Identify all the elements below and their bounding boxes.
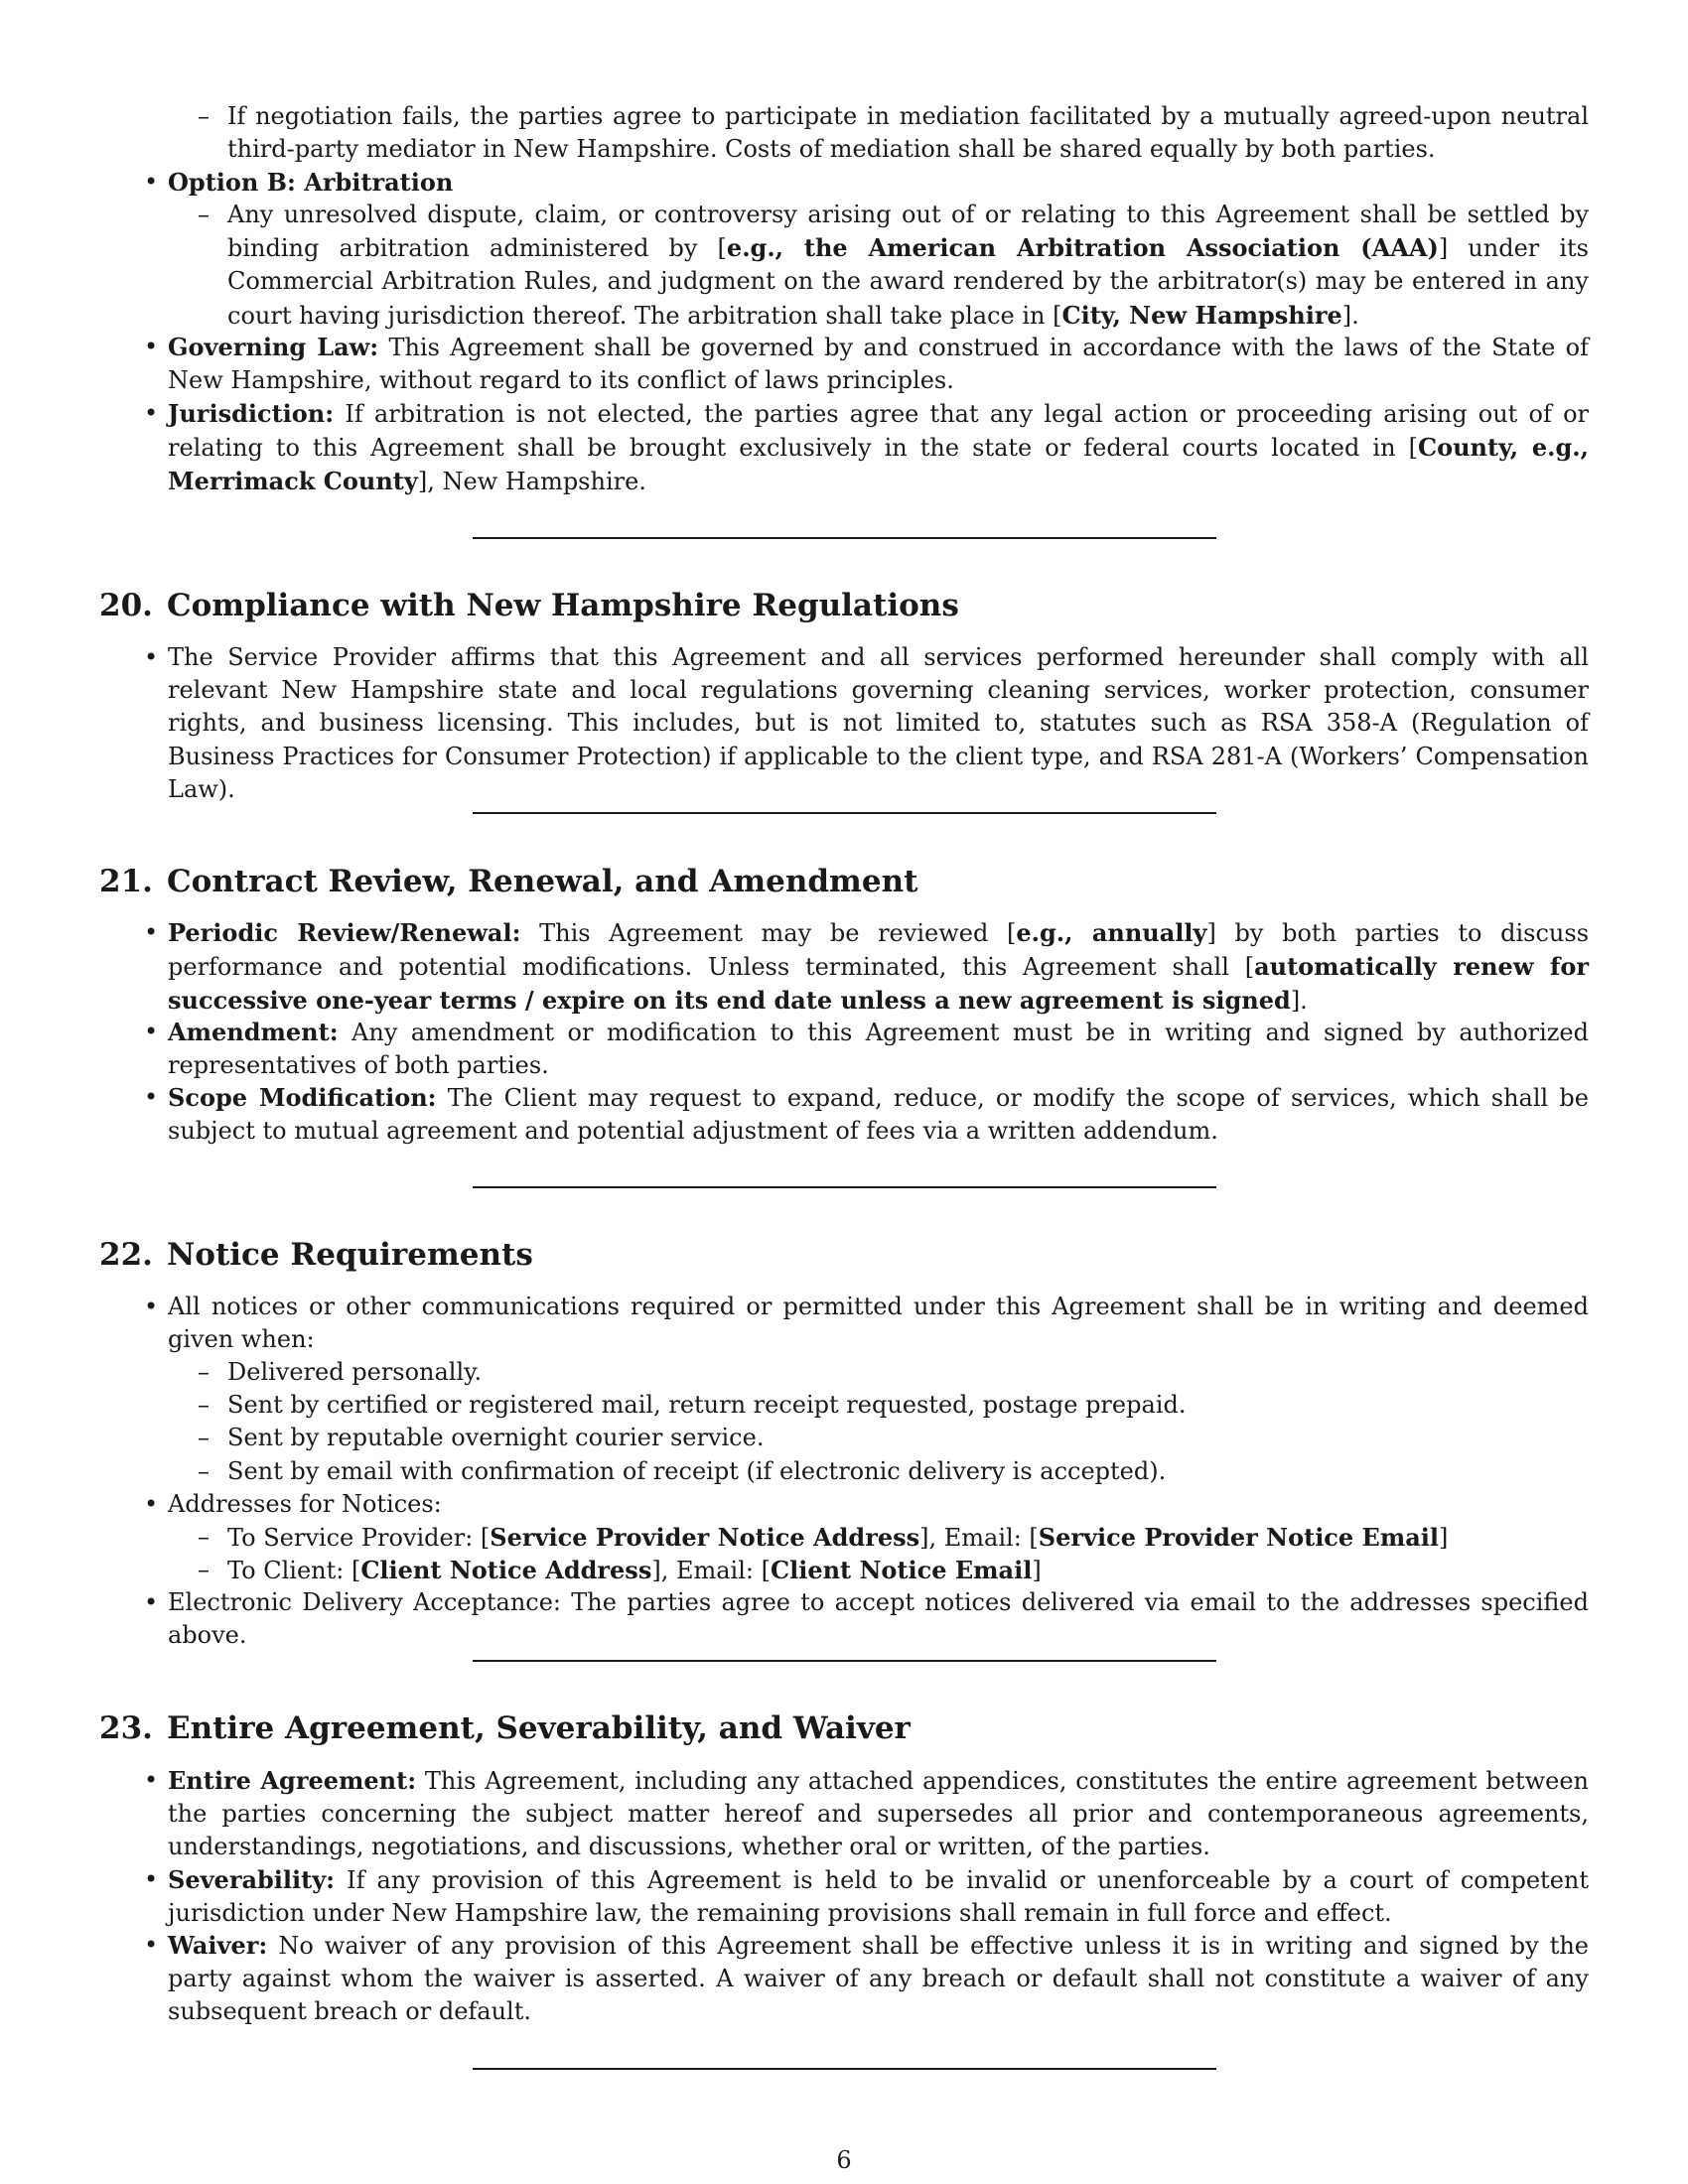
section-divider	[473, 1186, 1216, 1188]
bullet-marker: •	[144, 643, 159, 671]
bullet-marker: •	[144, 1588, 159, 1616]
scope-modification-item: • Scope Modification: The Client may request to expand, reduce, or modify the scope of services, which shall be subject to mutual agreement and potential adjustment of fees via a written addendum.	[144, 1083, 1589, 1146]
compliance-item: • The Service Provider affirms that this Agreement and all services performed hereunder shall comply with all relevant New Hampshire state and local regulations governing cleaning services, worker protection, consumer rights, and business licensing. This includes, but is not limited to, statutes such as RSA 358-A (Regulation of Business Practices for Consumer Protection) if applicable to the client type, and RSA 281-A (Workers’ Compensation Law).	[144, 643, 1589, 803]
section-divider	[473, 537, 1216, 539]
dash-marker: –	[198, 1523, 210, 1551]
notice-method-item: – Sent by reputable overnight courier service.	[227, 1422, 1589, 1454]
notice-method-item: – Sent by email with confirmation of receipt (if electronic delivery is accepted).	[227, 1455, 1589, 1488]
dash-marker: –	[198, 1556, 210, 1583]
bullet-marker: •	[144, 1293, 159, 1320]
section-21-heading: 21. Contract Review, Renewal, and Amendment	[99, 864, 918, 899]
section-22-heading: 22. Notice Requirements	[99, 1237, 533, 1273]
section-divider	[473, 2068, 1216, 2070]
page-number: 6	[836, 2146, 852, 2174]
entire-agreement-item: • Entire Agreement: This Agreement, including any attached appendices, constitutes the entire agreement between the parties concerning the subject matter hereof and supersedes all prior and contemporaneous agreements, understandings, negotiations, and discussions, whether oral or written, of the parties.	[144, 1766, 1590, 1861]
periodic-review-item: • Periodic Review/Renewal: This Agreement may be reviewed [e.g., annually] by both parties to discuss performance and potential modifications. Unless terminated, this Agreement shall [automatically renew for successive one-year terms / expire on its end date unless a new agreement is signed].	[144, 918, 1590, 1016]
arbitration-item: – Any unresolved dispute, claim, or controversy arising out of or relating to this Agreement shall be settled by binding arbitration administered by [e.g., the American Arbitration Association (AAA)] under its Commercial Arbitration Rules, and judgment on the award rendered by the arbitrator(s) may be entered in any court having jurisdiction thereof. The arbitration shall take place in [City, New Hampshire].	[198, 201, 1589, 330]
notices-intro-item: • All notices or other communications required or permitted under this Agreement shall be in writing and deemed given when:	[144, 1293, 1589, 1354]
service-provider-address-item: – To Service Provider: [Service Provider Notice Address], Email: [Service Provider Notice Email]	[227, 1521, 1589, 1555]
bullet-marker: •	[144, 1490, 159, 1518]
severability-item: • Severability: If any provision of this Agreement is held to be invalid or unenforceable by a court of competent jurisdiction under New Hampshire law, the remaining provisions shall remain in full force and effect.	[144, 1865, 1589, 1928]
notice-method-item: – Sent by certified or registered mail, return receipt requested, postage prepaid.	[227, 1389, 1589, 1422]
dash-marker: –	[198, 1391, 210, 1419]
mediation-item: – If negotiation fails, the parties agree to participate in mediation facilitated by a mutually agreed-upon neutral third-party mediator in New Hampshire. Costs of mediation shall be shared equally by both parties.	[198, 102, 1589, 164]
section-23-heading: 23. Entire Agreement, Severability, and Waiver	[99, 1710, 911, 1746]
dash-marker: –	[198, 1457, 210, 1485]
bullet-marker: •	[144, 333, 159, 360]
bullet-marker: •	[144, 399, 159, 427]
waiver-item: • Waiver: No waiver of any provision of this Agreement shall be effective unless it is in writing and signed by the party against whom the waiver is asserted. A waiver of any breach or default shall not constitute a waiver of any subsequent breach or default.	[144, 1931, 1589, 2026]
electronic-delivery-item: • Electronic Delivery Acceptance: The parties agree to accept notices delivered via email to the addresses specified above.	[144, 1588, 1589, 1650]
addresses-item: • Addresses for Notices:	[168, 1488, 1589, 1521]
jurisdiction-item: • Jurisdiction: If arbitration is not elected, the parties agree that any legal action or proceeding arising out of or relating to this Agreement shall be brought exclusively in the state or federal courts located in [County, e.g., Merrimack County], New Hampshire.	[144, 399, 1589, 496]
section-divider	[473, 1660, 1216, 1662]
bullet-marker: •	[144, 918, 159, 946]
bullet-marker: •	[144, 1865, 159, 1893]
bullet-marker: •	[144, 1766, 159, 1794]
dash-marker: –	[198, 102, 210, 130]
section-divider	[473, 812, 1216, 814]
bullet-marker: •	[144, 1931, 159, 1959]
dash-marker: –	[198, 1424, 210, 1451]
amendment-item: • Amendment: Any amendment or modification to this Agreement must be in writing and signed by authorized representatives of both parties.	[144, 1018, 1589, 1080]
bullet-marker: •	[144, 168, 159, 196]
notice-method-item: – Delivered personally.	[227, 1356, 1589, 1389]
dash-marker: –	[198, 201, 210, 228]
option-b-label: Option B: Arbitration	[168, 168, 454, 197]
client-address-item: – To Client: [Client Notice Address], Email: [Client Notice Email]	[227, 1554, 1589, 1587]
bullet-marker: •	[144, 1018, 159, 1045]
option-b-item	[144, 166, 1589, 200]
section-20-heading: 20. Compliance with New Hampshire Regulations	[99, 588, 959, 623]
governing-law-item: • Governing Law: This Agreement shall be governed by and construed in accordance with the laws of the State of New Hampshire, without regard to its conflict of laws principles.	[144, 333, 1589, 395]
dash-marker: –	[198, 1358, 210, 1386]
bullet-marker: •	[144, 1083, 159, 1111]
